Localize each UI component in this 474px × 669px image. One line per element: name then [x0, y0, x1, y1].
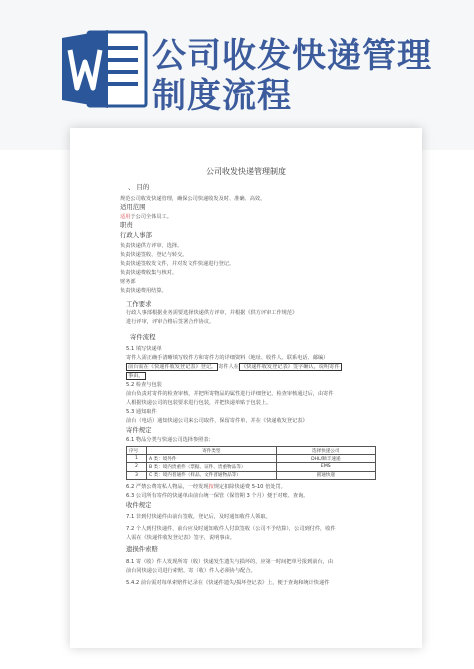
section-heading: 寄件流程 [130, 333, 156, 341]
body-text: 于公司全体员工。 [130, 214, 172, 220]
body-line: 前台（电话）通知快递公司来公司取件，保留寄件单，并在《快递收发登记表》 [126, 418, 308, 424]
body-line: 财务部 [120, 279, 136, 285]
table-cell: DHL/顺丰速递 [276, 455, 375, 463]
table-header-cell: 选择快递公司 [276, 447, 375, 455]
table-cell: B 类：境内贵重件（票据、证件、贵重物品等） [146, 463, 276, 471]
body-line: 进行评审，评审合格后签署合作协议。 [126, 319, 215, 325]
body-line: 负责快递签收发文件，并对发文件快递进行登记。 [120, 261, 235, 267]
table-cell: A 类：境外件 [146, 455, 276, 463]
table-cell: 3 [127, 471, 147, 479]
section-heading: 寄件规定 [126, 426, 152, 434]
table-cell: 1 [127, 455, 147, 463]
body-line: 前台同快递公司进行索赔，寄（收）件人必须协与配合。 [126, 568, 256, 574]
body-line: 6.3 公司所有寄件的快递单由前台统一保管（保管期 3 个月）便于对账、查询。 [126, 493, 309, 499]
document-page [70, 128, 422, 648]
body-line [126, 364, 342, 370]
table-row [127, 455, 376, 463]
section-heading: 工作要求 [126, 300, 152, 308]
highlight-text: 按 [208, 484, 214, 490]
body-line: 人根据快递公司的包装要求进行包装，并把快递单贴于包装上。 [126, 400, 272, 406]
body-line: 6.1 物品分类与快递公司选择参照表： [126, 437, 214, 443]
section-heading: 、 目的 [128, 183, 150, 191]
boxed-text: 前台需在《快递件收发登记表》登记。 [128, 364, 217, 370]
body-line: 7.1 非到付快递件由前台签收，登记后，及时通知收件人领取。 [126, 514, 271, 520]
section-heading: 职责 [120, 221, 133, 229]
section-heading: 遗损件索赔 [126, 545, 158, 553]
body-line: 负责快递费收集与核对。 [120, 270, 178, 276]
body-line: 寄件人需正确手清晰填写收件方和寄件方的详细资料（地址、收件人、联系电话、邮编） [126, 355, 329, 361]
table-cell: EMS [276, 463, 375, 471]
table-row [127, 463, 376, 471]
body-text: 规定扣除快递费 5-10 倍处罚。 [213, 484, 286, 490]
body-line: 5.1 填写快递单 [126, 346, 162, 352]
table-cell: 圆通快递 [276, 471, 375, 479]
subsection-heading: 行政人事部 [120, 231, 152, 239]
body-line: 5.3 通知取件 [126, 409, 157, 415]
boxed-text: 《快递件收发登记表》签字确认，说明寄件 [240, 364, 340, 370]
body-line: 8.1 寄（收）件人发现所寄（收）快递发生遗失与损坏的，应第一时间把单号报到前台，由 [126, 559, 334, 565]
word-document-icon [60, 28, 150, 110]
highlight-text: 适用 [120, 214, 131, 220]
table-header-cell: 序号 [127, 447, 147, 455]
courier-selection-table [126, 446, 376, 480]
body-line [126, 373, 146, 379]
body-line: 负责快递供方评审、选择。 [120, 243, 183, 249]
body-line [126, 484, 286, 490]
document-title: 公司收发快递管理制度 [206, 167, 286, 176]
body-text: 6.2 严禁公费寄私人物品，一经发现 [126, 484, 209, 490]
body-line: 人需在《快递件收发登记表》签字，说明事由。 [126, 535, 235, 541]
body-line: 前台负责对寄件的检查审核，并把所寄物品的属性进行详细登记，检查审核通过后，由寄件 [126, 391, 334, 397]
section-heading: 适用范围 [120, 203, 146, 211]
body-line: 规范公司收发快递管理，确保公司快递收发及时、准确、高效。 [120, 196, 266, 202]
body-line: 负责快递费用结算。 [120, 288, 167, 294]
body-line: 5.4.2 前台需对每单索赔件记录在《快递件遗失/损坏登记表》上，便于查询和统计快递件 [126, 580, 330, 586]
table-row [127, 471, 376, 479]
body-line [120, 214, 172, 220]
table-header-row [127, 447, 376, 455]
boxed-text: 事由。 [128, 373, 144, 379]
body-line: 5.2 检查与包装 [126, 382, 162, 388]
page-title-line-2: 制度流程 [152, 76, 292, 116]
body-line: 7.2 个人到付快递件，前台应及时通知收件人付款签收（公司不予结算），公司到付件，收件 [126, 526, 336, 532]
table-cell: 2 [127, 463, 147, 471]
page-title-line-1: 公司收发快递管理 [152, 36, 432, 76]
body-line: 行政人事部根据业务需要选择快递供方评审，并根据《供方评审工作规范》 [126, 310, 298, 316]
body-line: 负责快递签收、登记与转交。 [120, 252, 188, 258]
body-text: 寄件人在 [218, 364, 239, 370]
table-header-cell: 寄件类型 [146, 447, 276, 455]
table-cell: C 类：境内普通件（样品、文件普通物品等） [146, 471, 276, 479]
section-heading: 收件规定 [126, 501, 152, 509]
